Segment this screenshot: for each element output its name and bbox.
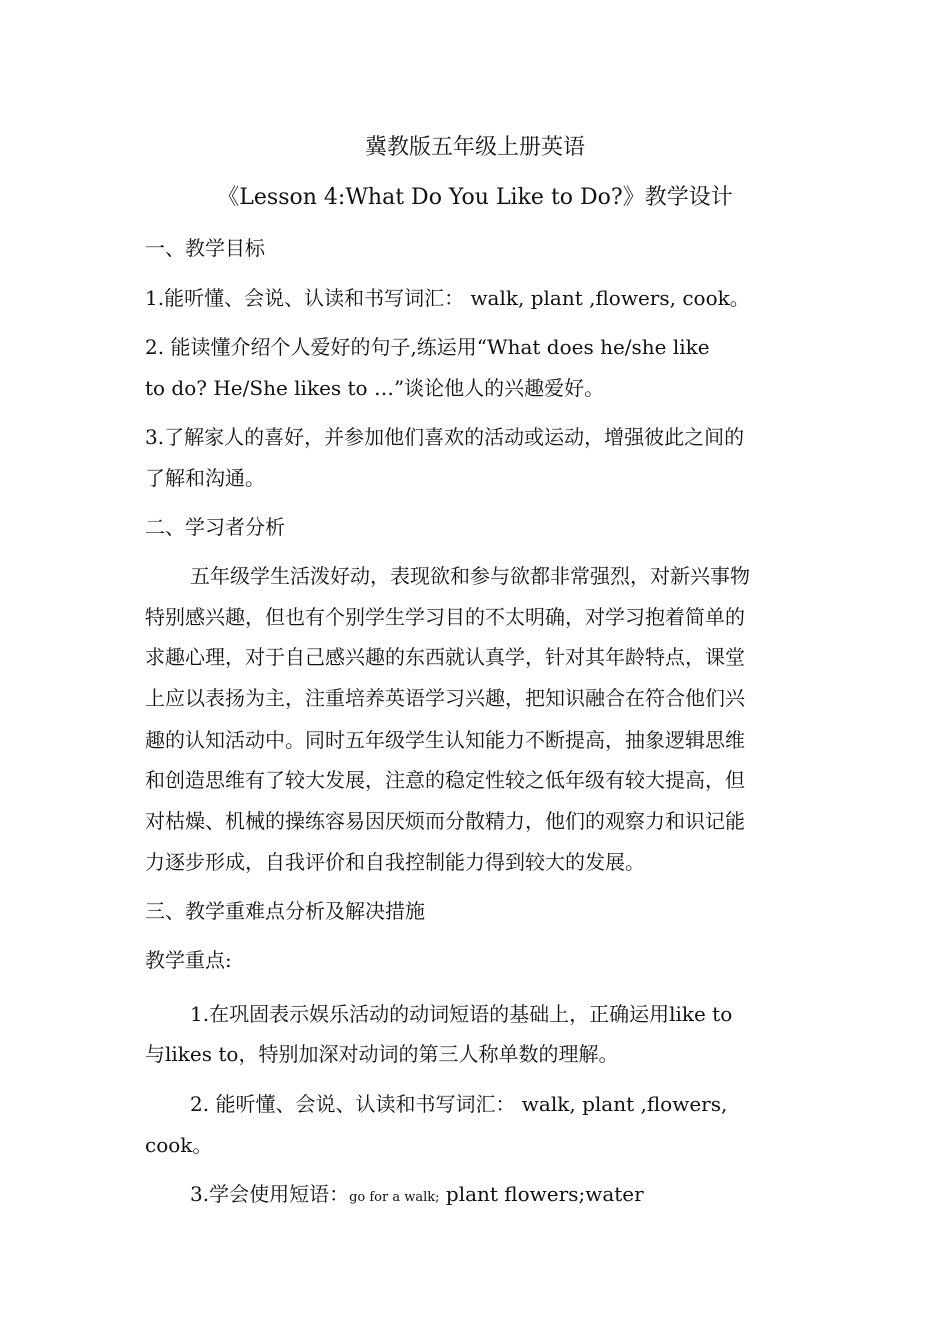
analysis-line: 力逐步形成，自我评价和自我控制能力得到较大的发展。 (145, 850, 645, 874)
key-point-3 (190, 1180, 644, 1212)
key-point-3-prefix: 3.学会使用短语： (190, 1182, 350, 1206)
analysis-line: 对枯燥、机械的操练容易因厌烦而分散精力，他们的观察力和识记能 (145, 809, 745, 833)
objective-1: 1.能听懂、会说、认读和书写词汇： walk, plant ,flowers, cook。 (145, 286, 750, 310)
key-point-2-line-1: 2. 能听懂、会说、认读和书写词汇： walk, plant ,flowers, (190, 1092, 728, 1116)
section-heading-learner-analysis: 二、学习者分析 (145, 515, 285, 539)
objective-2-line-2: to do? He/She likes to …”谈论他人的兴趣爱好。 (145, 376, 605, 400)
section-heading-objectives: 一、教学目标 (145, 236, 265, 260)
document-title: 冀教版五年级上册英语 (364, 135, 585, 160)
analysis-line: 五年级学生活泼好动，表现欲和参与欲都非常强烈，对新兴事物 (190, 564, 750, 588)
analysis-line: 求趣心理，对于自己感兴趣的东西就认真学，针对其年龄特点，课堂 (145, 645, 745, 669)
key-point-1-line-2: 与likes to，特别加深对动词的第三人称单数的理解。 (145, 1042, 619, 1066)
document-subtitle: 《Lesson 4:What Do You Like to Do?》教学设计 (217, 185, 733, 210)
key-point-3-rest: plant flowers;water (439, 1182, 644, 1206)
key-points-label: 教学重点: (145, 948, 232, 972)
objective-3-line-2: 了解和沟通。 (145, 466, 265, 490)
analysis-line: 上应以表扬为主，注重培养英语学习兴趣，把知识融合在符合他们兴 (145, 686, 745, 710)
analysis-line: 和创造思维有了较大发展，注意的稳定性较之低年级有较大提高，但 (145, 768, 745, 792)
key-point-3-small-phrase: go for a walk; (349, 1190, 440, 1205)
section-heading-key-points: 三、教学重难点分析及解决措施 (145, 899, 425, 923)
objective-3-line-1: 3.了解家人的喜好，并参加他们喜欢的活动或运动，增强彼此之间的 (145, 425, 745, 449)
key-point-1-line-1: 1.在巩固表示娱乐活动的动词短语的基础上，正确运用like to (190, 1002, 733, 1026)
analysis-line: 特别感兴趣，但也有个别学生学习目的不太明确，对学习抱着简单的 (145, 605, 745, 629)
analysis-line: 趣的认知活动中。同时五年级学生认知能力不断提高，抽象逻辑思维 (145, 728, 745, 752)
objective-2-line-1: 2. 能读懂介绍个人爱好的句子,练运用“What does he/she like (145, 335, 710, 359)
key-point-2-line-2: cook。 (145, 1133, 213, 1157)
